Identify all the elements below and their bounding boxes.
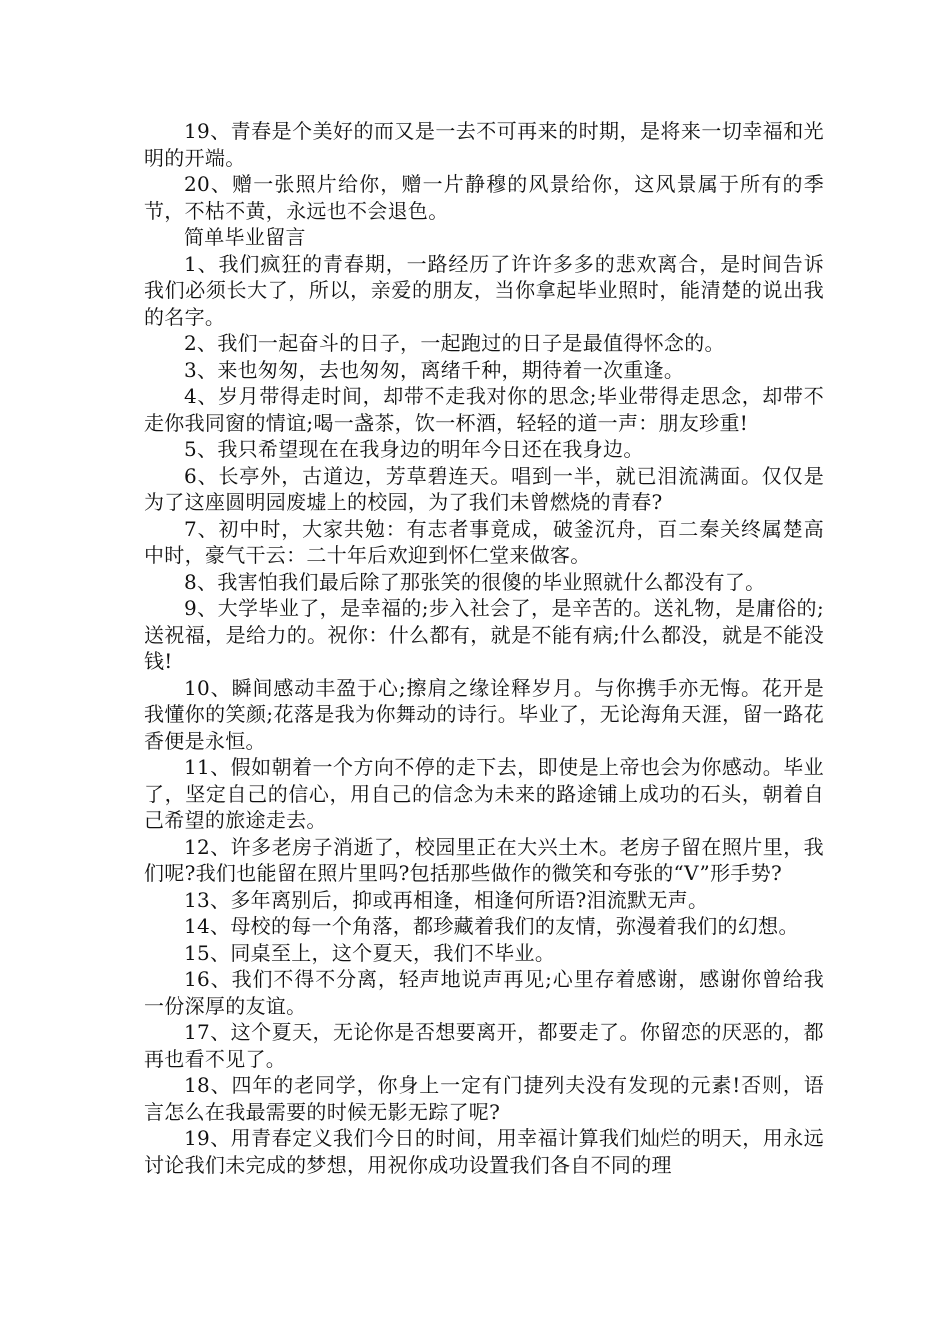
paragraph: 13、多年离别后，抑或再相逢，相逢何所语?泪流默无声。: [184, 887, 709, 912]
paragraph: 10、瞬间感动丰盈于心;擦肩之缘诠释岁月。与你携手亦无悔。花开是我懂你的笑颜;花落是我为你舞动的诗行。毕业了，无论海角天涯，留一路花香便是永恒。: [144, 675, 824, 753]
paragraph: 19、青春是个美好的而又是一去不可再来的时期，是将来一切幸福和光明的开端。: [144, 119, 824, 170]
paragraph: 20、赠一张照片给你，赠一片静穆的风景给你，这风景属于所有的季节，不枯不黄，永远也不会退色。: [144, 172, 824, 223]
document-page: [144, 118, 824, 1178]
paragraph: 5、我只希望现在在我身边的明年今日还在我身边。: [184, 437, 644, 461]
paragraph: 14、母校的每一个角落，都珍藏着我们的友情，弥漫着我们的幻想。: [184, 914, 799, 938]
paragraph: 9、大学毕业了，是幸福的;步入社会了，是辛苦的。送礼物，是庸俗的;送祝福，是给力的。祝你：什么都有，就是不能有病;什么都没，就是不能没钱!: [144, 596, 824, 673]
paragraph: 8、我害怕我们最后除了那张笑的很傻的毕业照就什么都没有了。: [184, 569, 766, 594]
paragraph: 19、用青春定义我们今日的时间，用幸福计算我们灿烂的明天，用永远讨论我们未完成的梦想，用祝你成功设置我们各自不同的理: [144, 1126, 824, 1177]
section-heading: 简单毕业留言: [184, 225, 306, 249]
paragraph: 18、四年的老同学，你身上一定有门捷列夫没有发现的元素!否则，语言怎么在我最需要的时候无影无踪了呢?: [144, 1073, 824, 1124]
paragraph: 11、假如朝着一个方向不停的走下去，即使是上帝也会为你感动。毕业了，坚定自己的信心，用自己的信念为未来的路途铺上成功的石头，朝着自己希望的旅途走去。: [144, 755, 824, 832]
paragraph: 16、我们不得不分离，轻声地说声再见;心里存着感谢，感谢你曾给我一份深厚的友谊。: [144, 967, 824, 1018]
paragraph: 4、岁月带得走时间，却带不走我对你的思念;毕业带得走思念，却带不走你我同窗的情谊;喝一盏茶，饮一杯酒，轻轻的道一声：朋友珍重!: [144, 384, 824, 435]
paragraph: 6、长亭外，古道边，芳草碧连天。唱到一半，就已泪流满面。仅仅是为了这座圆明园废墟上的校园，为了我们未曾燃烧的青春?: [144, 463, 824, 514]
paragraph: 3、来也匆匆，去也匆匆，离绪千种，期待着一次重逢。: [184, 357, 685, 382]
paragraph: 7、初中时，大家共勉：有志者事竟成，破釜沉舟，百二秦关终属楚高中时，豪气干云：二十年后欢迎到怀仁堂来做客。: [144, 516, 824, 567]
paragraph: 15、同桌至上，这个夏天，我们不毕业。: [184, 940, 556, 965]
paragraph: 17、这个夏天，无论你是否想要离开，都要走了。你留恋的厌恶的，都再也看不见了。: [144, 1020, 824, 1071]
paragraph: 12、许多老房子消逝了，校园里正在大兴土木。老房子留在照片里，我们呢?我们也能留在照片里吗?包括那些做作的微笑和夸张的“V”形手势?: [144, 834, 824, 885]
paragraph: 1、我们疯狂的青春期，一路经历了许许多多的悲欢离合，是时间告诉我们必须长大了，所以，亲爱的朋友，当你拿起毕业照时，能清楚的说出我的名字。: [144, 251, 824, 329]
paragraph: 2、我们一起奋斗的日子，一起跑过的日子是最值得怀念的。: [184, 331, 725, 355]
